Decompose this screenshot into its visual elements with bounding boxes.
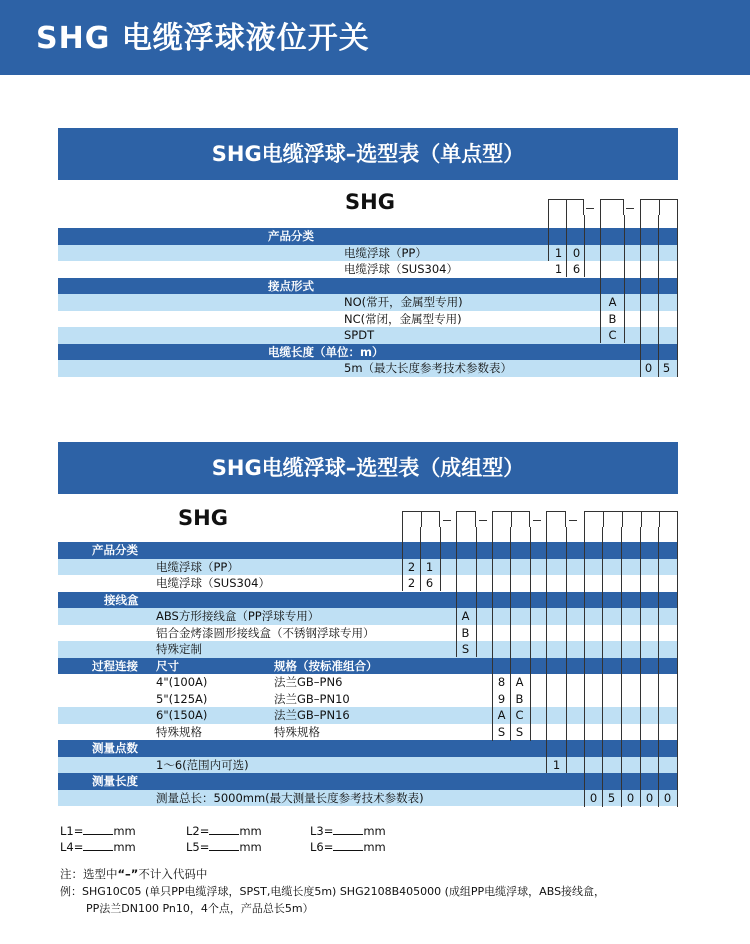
- code-cell: 0: [572, 245, 581, 260]
- length-l5: L5= mm: [186, 840, 262, 854]
- table-row: [58, 740, 678, 757]
- code-cell: 6: [425, 576, 434, 590]
- spec-text: 法兰GB–PN16: [274, 708, 350, 722]
- option-text: 电缆浮球（PP）: [344, 245, 427, 260]
- code-cell: 2: [407, 576, 416, 590]
- code-cell: S: [515, 724, 524, 739]
- table-row: [58, 327, 678, 344]
- length-l1: L1= mm: [60, 824, 136, 838]
- code-cell: 0: [644, 361, 653, 375]
- code-cell: S: [497, 724, 506, 739]
- table-row: [58, 674, 678, 691]
- code-cell: 5: [607, 790, 616, 805]
- option-text: 1～6(范围内可选): [156, 757, 249, 772]
- category-label: 测量点数: [92, 741, 138, 755]
- category-label: 过程连接: [92, 658, 138, 673]
- page-header: [0, 0, 750, 75]
- group-code-prefix: SHG: [178, 506, 228, 530]
- category-label: 电缆长度（单位：m）: [268, 344, 384, 359]
- option-text: NC(常闭，金属型专用): [344, 311, 462, 326]
- spec-text: 法兰GB–PN10: [274, 691, 350, 706]
- spec-text: 特殊规格: [274, 724, 320, 739]
- code-cell: 0: [589, 790, 598, 805]
- length-l3: L3= mm: [310, 824, 386, 838]
- option-text: 测量总长：5000mm(最大测量长度参考技术参数表): [156, 790, 424, 805]
- category-label: 接点形式: [268, 278, 314, 293]
- note-line: 注：选型中“–”不计入代码中: [60, 867, 208, 881]
- code-cell: A: [515, 675, 524, 689]
- option-text: 电缆浮球（SUS304）: [344, 262, 458, 276]
- table-row: [58, 773, 678, 790]
- table-row: [58, 757, 678, 774]
- option-text: SPDT: [344, 328, 375, 342]
- table-row: [58, 344, 678, 361]
- code-cell: 1: [554, 262, 563, 276]
- code-cell: A: [461, 609, 470, 623]
- option-text: ABS方形接线盒（PP浮球专用）: [156, 609, 320, 623]
- table-row: [58, 790, 678, 807]
- code-cell: 0: [645, 790, 654, 805]
- table-row: [58, 608, 678, 625]
- code-cell: 9: [497, 691, 506, 706]
- option-text: 5"(125A): [156, 691, 208, 706]
- length-l2: L2= mm: [186, 824, 262, 838]
- option-text: 电缆浮球（PP）: [156, 559, 239, 574]
- option-text: NO(常开，金属型专用): [344, 295, 463, 309]
- code-cell: A: [608, 295, 617, 309]
- table-row: [58, 707, 678, 724]
- code-cell: 1: [552, 757, 561, 772]
- code-cell: S: [461, 642, 470, 656]
- table-row: [58, 245, 678, 262]
- option-text: 5m（最大长度参考技术参数表）: [344, 361, 513, 375]
- code-cell: C: [608, 328, 617, 342]
- code-cell: B: [608, 311, 617, 326]
- length-l4: L4= mm: [60, 840, 136, 854]
- code-cell: 0: [626, 790, 635, 805]
- option-text: 4"(100A): [156, 675, 208, 689]
- table-row: [58, 575, 678, 592]
- code-cell: 1: [425, 559, 434, 574]
- table-row: [58, 691, 678, 708]
- table-row: [58, 278, 678, 295]
- page-title: SHG 电缆浮球液位开关: [36, 21, 370, 56]
- table-row: [58, 360, 678, 377]
- code-cell: 0: [663, 790, 672, 805]
- table-row: [58, 592, 678, 609]
- table-row: [58, 641, 678, 658]
- code-cell: 1: [554, 245, 563, 260]
- code-cell: 8: [497, 675, 506, 689]
- code-cell: 5: [662, 361, 671, 375]
- table-row: [58, 625, 678, 642]
- example-line-2: PP法兰DN100 Pn10，4个点，产品总长5m）: [86, 902, 314, 915]
- option-text: 电缆浮球（SUS304）: [156, 576, 270, 590]
- option-text: 铝合金烤漆圆形接线盒（不锈钢浮球专用）: [156, 625, 375, 640]
- spec-header: 规格（按标准组合）: [274, 658, 378, 673]
- category-label: 产品分类: [92, 543, 138, 557]
- table-row: [58, 724, 678, 741]
- table-row: [58, 542, 678, 559]
- option-text: 特殊规格: [156, 724, 202, 739]
- table-row: [58, 658, 678, 675]
- option-text: 特殊定制: [156, 642, 202, 656]
- group-banner: SHG电缆浮球–选型表（成组型）: [58, 442, 678, 494]
- size-header: 尺寸: [156, 658, 179, 673]
- code-cell: B: [461, 625, 470, 640]
- table-row: [58, 559, 678, 576]
- length-l6: L6= mm: [310, 840, 386, 854]
- single-banner: SHG电缆浮球–选型表（单点型）: [58, 128, 678, 180]
- example-line-1: 例：SHG10C05 (单只PP电缆浮球，SPST,电缆长度5m) SHG2108B405000 (成组PP电缆浮球，ABS接线盒，: [60, 885, 606, 898]
- code-cell: A: [497, 708, 506, 722]
- table-row: [58, 294, 678, 311]
- table-row: [58, 261, 678, 278]
- category-label: 测量长度: [92, 774, 138, 788]
- code-cell: B: [515, 691, 524, 706]
- code-cell: C: [515, 708, 524, 722]
- table-row: [58, 311, 678, 328]
- option-text: 6"(150A): [156, 708, 208, 722]
- code-cell: 2: [407, 559, 416, 574]
- single-code-prefix: SHG: [345, 190, 395, 214]
- category-label: 产品分类: [268, 229, 314, 243]
- table-row: [58, 228, 678, 245]
- spec-text: 法兰GB–PN6: [274, 675, 343, 689]
- code-cell: 6: [572, 262, 581, 276]
- category-label: 接线盒: [104, 592, 139, 607]
